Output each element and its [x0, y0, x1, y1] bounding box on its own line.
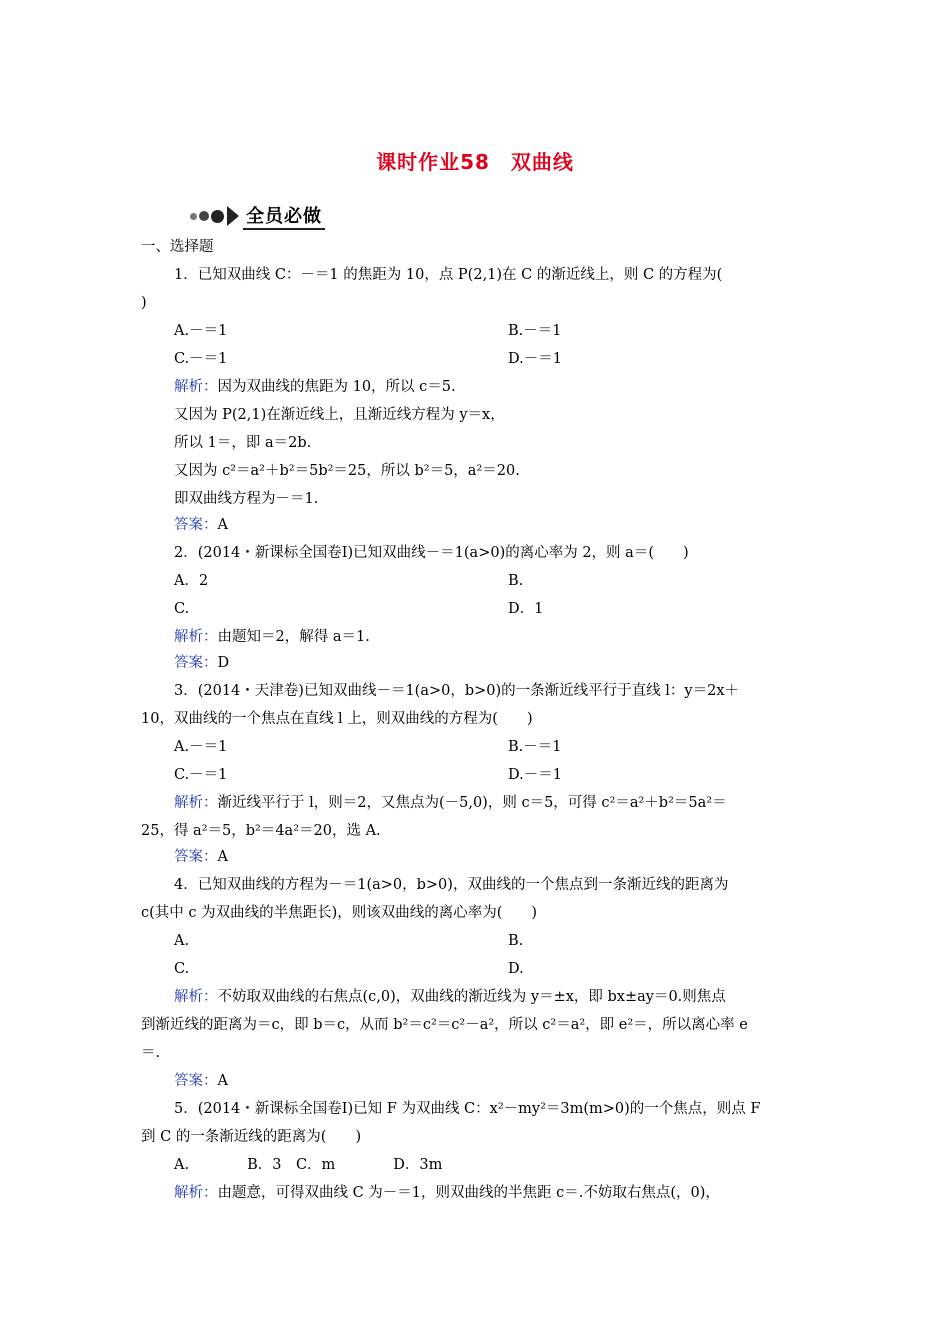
arrow-right-icon	[227, 206, 239, 226]
bullet-dot-icon	[190, 213, 197, 220]
q2-answer: D	[217, 655, 230, 671]
q3-solution-line	[174, 793, 727, 813]
question-3-stem: 3．(2014・天津卷)已知双曲线－＝1(a>0，b>0)的一条渐近线平行于直线 l：y＝2x＋	[174, 683, 739, 699]
q2-answer-line	[174, 653, 229, 673]
q1-option-d: D.－＝1	[508, 351, 562, 367]
q3-option-d: D.－＝1	[508, 767, 562, 783]
answer-label: 答案：	[174, 655, 218, 671]
q5-solution-line	[174, 1183, 720, 1203]
q4-solution-line	[174, 987, 726, 1007]
q3-solution-text: 25，得 a²＝5，b²＝4a²＝20，选 A.	[141, 823, 381, 839]
solution-label: 解析：	[174, 379, 218, 395]
question-4-stem: 4．已知双曲线的方程为－＝1(a>0，b>0)，双曲线的一个焦点到一条渐近线的距离为	[174, 877, 729, 893]
q3-answer: A	[217, 849, 228, 865]
q1-solution-line	[174, 377, 456, 397]
q2-option-a: A．2	[174, 573, 209, 589]
answer-label: 答案：	[174, 517, 218, 533]
question-1-stem: 1．已知双曲线 C：－＝1 的焦距为 10，点 P(2,1)在 C 的渐近线上，则 C 的方程为(	[174, 267, 723, 283]
q5-solution-text: 由题意，可得双曲线 C 为－＝1，则双曲线的半焦距 c＝.不妨取右焦点(，0)，	[217, 1185, 720, 1201]
question-2-stem: 2．(2014・新课标全国卷Ⅰ)已知双曲线－＝1(a>0)的离心率为 2，则 a＝( )	[174, 545, 689, 561]
answer-label: 答案：	[174, 1073, 218, 1089]
q1-solution-text: 因为双曲线的焦距为 10，所以 c＝5.	[217, 379, 456, 395]
solution-label: 解析：	[174, 989, 218, 1005]
section-heading: 一、选择题	[141, 239, 214, 255]
q4-solution-text: ＝.	[141, 1045, 161, 1061]
q4-option-d: D.	[508, 961, 524, 977]
question-5-stem-cont: 到 C 的一条渐近线的距离为( )	[141, 1129, 362, 1145]
q3-solution-text: 渐近线平行于 l，则＝2，又焦点为(－5,0)，则 c＝5，可得 c²＝a²＋b²＝5a²＝	[217, 795, 727, 811]
solution-label: 解析：	[174, 629, 218, 645]
question-1-stem-cont: )	[141, 295, 147, 311]
q1-solution-text: 即双曲线方程为－＝1.	[174, 491, 319, 507]
q4-option-a: A.	[174, 933, 190, 949]
question-5-stem: 5．(2014・新课标全国卷Ⅰ)已知 F 为双曲线 C：x²－my²＝3m(m>0)的一个焦点，则点 F	[174, 1101, 761, 1117]
question-3-stem-cont: 10，双曲线的一个焦点在直线 l 上，则双曲线的方程为( )	[141, 711, 533, 727]
q1-solution-text: 所以 1＝，即 a＝2b.	[174, 435, 312, 451]
q3-option-c: C.－＝1	[174, 767, 228, 783]
q2-option-c: C.	[174, 601, 190, 617]
q1-option-c: C.－＝1	[174, 351, 228, 367]
solution-label: 解析：	[174, 1185, 218, 1201]
q5-options: A. B．3 C．m D．3m	[174, 1157, 443, 1173]
page-title: 课时作业58 双曲线	[376, 150, 574, 174]
q1-option-b: B.－＝1	[508, 323, 562, 339]
q2-solution-line	[174, 627, 370, 647]
q2-option-b: B.	[508, 573, 524, 589]
bullet-dot-icon	[199, 211, 209, 221]
q1-option-a: A.－＝1	[174, 323, 228, 339]
q4-answer-line	[174, 1071, 228, 1091]
q4-option-c: C.	[174, 961, 190, 977]
q4-answer: A	[217, 1073, 228, 1089]
q2-solution-text: 由题知＝2，解得 a＝1.	[217, 629, 370, 645]
q1-solution-text: 又因为 P(2,1)在渐近线上，且渐近线方程为 y＝x，	[174, 407, 505, 423]
q2-option-d: D．1	[508, 601, 544, 617]
q1-answer: A	[217, 517, 228, 533]
answer-label: 答案：	[174, 849, 218, 865]
q4-option-b: B.	[508, 933, 524, 949]
q3-option-b: B.－＝1	[508, 739, 562, 755]
question-4-stem-cont: c(其中 c 为双曲线的半焦距长)，则该双曲线的离心率为( )	[141, 905, 538, 921]
q3-option-a: A.－＝1	[174, 739, 228, 755]
q4-solution-text: 不妨取双曲线的右焦点(c,0)，双曲线的渐近线为 y＝±x，即 bx±ay＝0.则焦点	[217, 989, 726, 1005]
banner-label: 全员必做	[243, 202, 325, 230]
q1-solution-text: 又因为 c²＝a²＋b²＝5b²＝25，所以 b²＝5，a²＝20.	[174, 463, 520, 479]
bullet-dot-icon	[211, 210, 224, 223]
section-banner	[190, 203, 325, 229]
q1-answer-line	[174, 515, 228, 535]
q3-answer-line	[174, 847, 228, 867]
solution-label: 解析：	[174, 795, 218, 811]
q4-solution-text: 到渐近线的距离为＝c，即 b＝c，从而 b²＝c²＝c²－a²，所以 c²＝a²，即 e²＝，所以离心率 e	[141, 1017, 748, 1033]
